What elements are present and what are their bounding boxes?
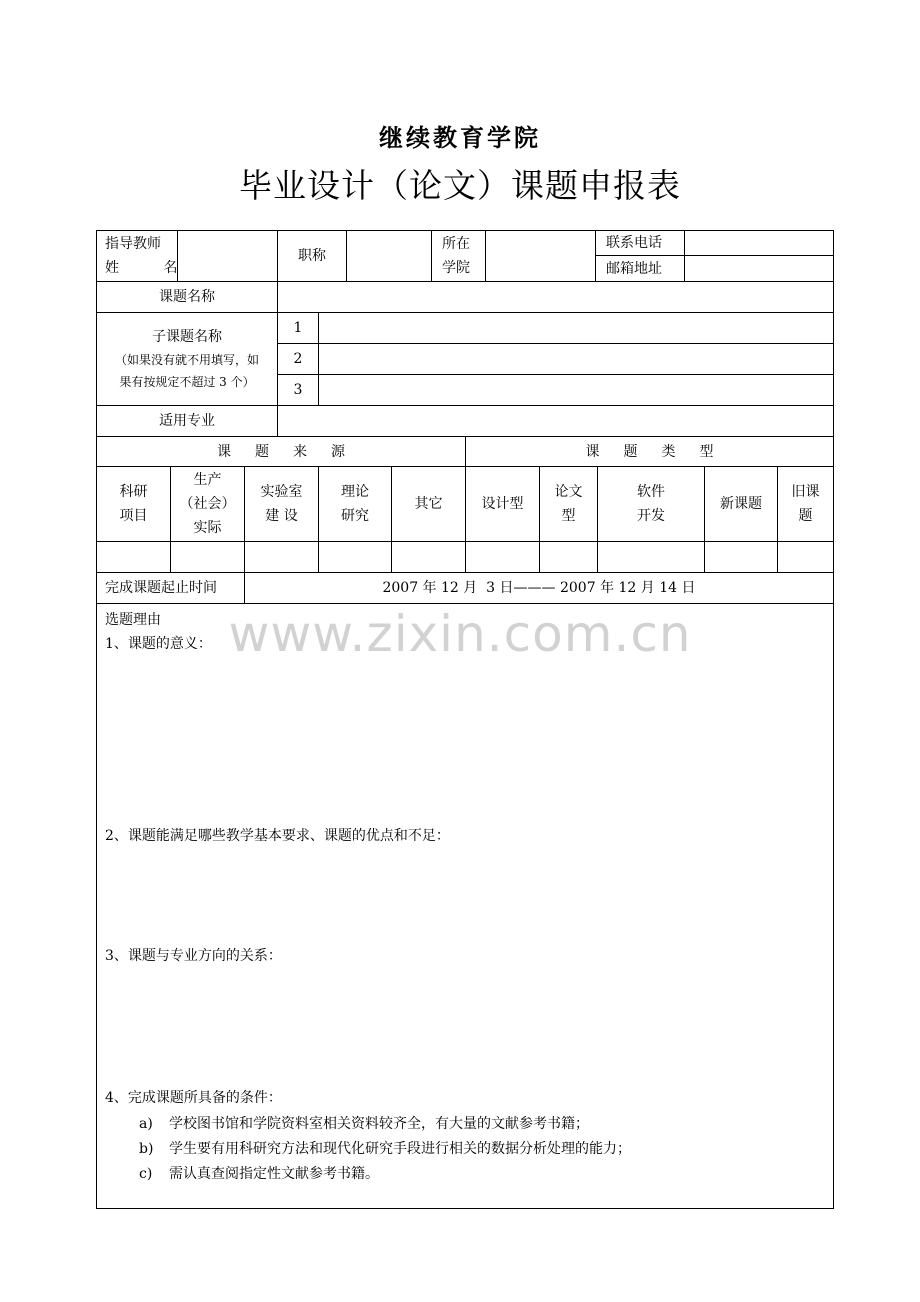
advisor-label-line2: 姓 名 <box>105 260 198 276</box>
reason-q1: 1、课题的意义： <box>105 636 212 652</box>
advisor-label-line1: 指导教师 <box>105 236 161 252</box>
type-col-thesis-line2: 型 <box>561 508 576 524</box>
type-check-design[interactable] <box>465 541 540 573</box>
source-check-other[interactable] <box>391 541 466 573</box>
topic-name-field[interactable] <box>277 281 834 313</box>
source-col-theory <box>318 466 392 542</box>
college-label <box>431 230 486 282</box>
reason-q3: 3、课题与专业方向的关系： <box>105 948 282 964</box>
condition-marker: a) <box>139 1116 153 1132</box>
form-title: 毕业设计（论文）课题申报表 <box>239 166 681 205</box>
source-header: 课题来源 <box>96 436 466 467</box>
reason-section <box>96 603 834 1209</box>
type-check-new[interactable] <box>704 541 778 573</box>
subtopic-note-line1: （如果没有就不用填写，如 <box>114 353 259 367</box>
source-col-production-line3: 实际 <box>193 520 222 536</box>
source-col-production-line1: 生产 <box>193 472 222 488</box>
source-col-production-line2: （社会） <box>179 496 236 512</box>
source-check-theory[interactable] <box>318 541 392 573</box>
source-col-research <box>96 466 171 542</box>
college-label-line2: 学院 <box>442 260 470 276</box>
type-col-old <box>777 466 834 542</box>
subtopic-number-2: 2 <box>277 343 319 375</box>
period-value[interactable]: 2007 年 12 月 3 日——— 2007 年 12 月 14 日 <box>244 572 834 604</box>
subtopic-field-3[interactable] <box>318 374 834 406</box>
email-label: 邮箱地址 <box>595 255 685 282</box>
condition-text: 需认真查阅指定性文献参考书籍。 <box>169 1166 379 1182</box>
college-label-line1: 所在 <box>442 236 470 252</box>
source-col-lab-line1: 实验室 <box>260 484 303 500</box>
phone-field[interactable] <box>684 230 834 256</box>
major-label: 适用专业 <box>96 405 278 437</box>
job-title-field[interactable] <box>346 230 432 282</box>
subtopic-number-3: 3 <box>277 374 319 406</box>
job-title-label: 职称 <box>277 230 347 282</box>
subtopic-note-line2: 果有按规定不超过 3 个） <box>119 375 255 389</box>
condition-text: 学校图书馆和学院资料室相关资料较齐全，有大量的文献参考书籍； <box>169 1116 589 1132</box>
type-col-software <box>597 466 705 542</box>
major-field[interactable] <box>277 405 834 437</box>
watermark: www.zixin.com.cn <box>228 605 692 663</box>
type-col-software-line2: 开发 <box>637 508 665 524</box>
phone-label: 联系电话 <box>595 230 685 256</box>
subtopic-label <box>96 312 278 406</box>
advisor-name-field[interactable] <box>177 230 278 282</box>
reason-q2: 2、课题能满足哪些教学基本要求、课题的优点和不足： <box>105 828 450 844</box>
type-col-old-line2: 题 <box>798 508 813 524</box>
source-col-research-line2: 项目 <box>119 508 148 524</box>
reason-q4: 4、完成课题所具备的条件： <box>105 1090 282 1106</box>
condition-marker: c) <box>139 1166 153 1182</box>
application-form <box>96 230 834 1209</box>
subtopic-field-2[interactable] <box>318 343 834 375</box>
email-field[interactable] <box>684 255 834 282</box>
advisor-name-label <box>96 230 198 282</box>
type-check-thesis[interactable] <box>539 541 598 573</box>
type-col-thesis-line1: 论文 <box>554 484 583 500</box>
topic-name-label: 课题名称 <box>96 281 278 313</box>
subtopic-number-1: 1 <box>277 312 319 344</box>
source-check-research[interactable] <box>96 541 171 573</box>
reason-title: 选题理由 <box>105 612 161 628</box>
condition-item <box>139 1162 379 1186</box>
period-label: 完成课题起止时间 <box>96 572 245 604</box>
type-col-software-line1: 软件 <box>637 484 665 500</box>
condition-marker: b) <box>139 1141 154 1157</box>
type-col-new: 新课题 <box>704 466 778 542</box>
type-check-old[interactable] <box>777 541 834 573</box>
source-col-production <box>170 466 245 542</box>
college-field[interactable] <box>485 230 596 282</box>
source-col-lab <box>244 466 319 542</box>
type-check-software[interactable] <box>597 541 705 573</box>
subtopic-field-1[interactable] <box>318 312 834 344</box>
condition-text: 学生要有用科研究方法和现代化研究手段进行相关的数据分析处理的能力； <box>169 1141 631 1157</box>
institution-title: 继续教育学院 <box>379 123 541 152</box>
type-col-old-line1: 旧课 <box>791 484 820 500</box>
type-col-thesis <box>539 466 598 542</box>
subtopic-label-text: 子课题名称 <box>152 329 222 345</box>
condition-item <box>139 1137 631 1161</box>
source-col-theory-line1: 理论 <box>341 484 369 500</box>
condition-item <box>139 1112 589 1136</box>
type-col-design: 设计型 <box>465 466 540 542</box>
type-header: 课题类型 <box>465 436 834 467</box>
source-col-theory-line2: 研究 <box>341 508 369 524</box>
source-check-lab[interactable] <box>244 541 319 573</box>
source-check-production[interactable] <box>170 541 245 573</box>
source-col-lab-line2: 建 设 <box>265 508 298 524</box>
source-col-other: 其它 <box>391 466 466 542</box>
source-col-research-line1: 科研 <box>119 484 148 500</box>
